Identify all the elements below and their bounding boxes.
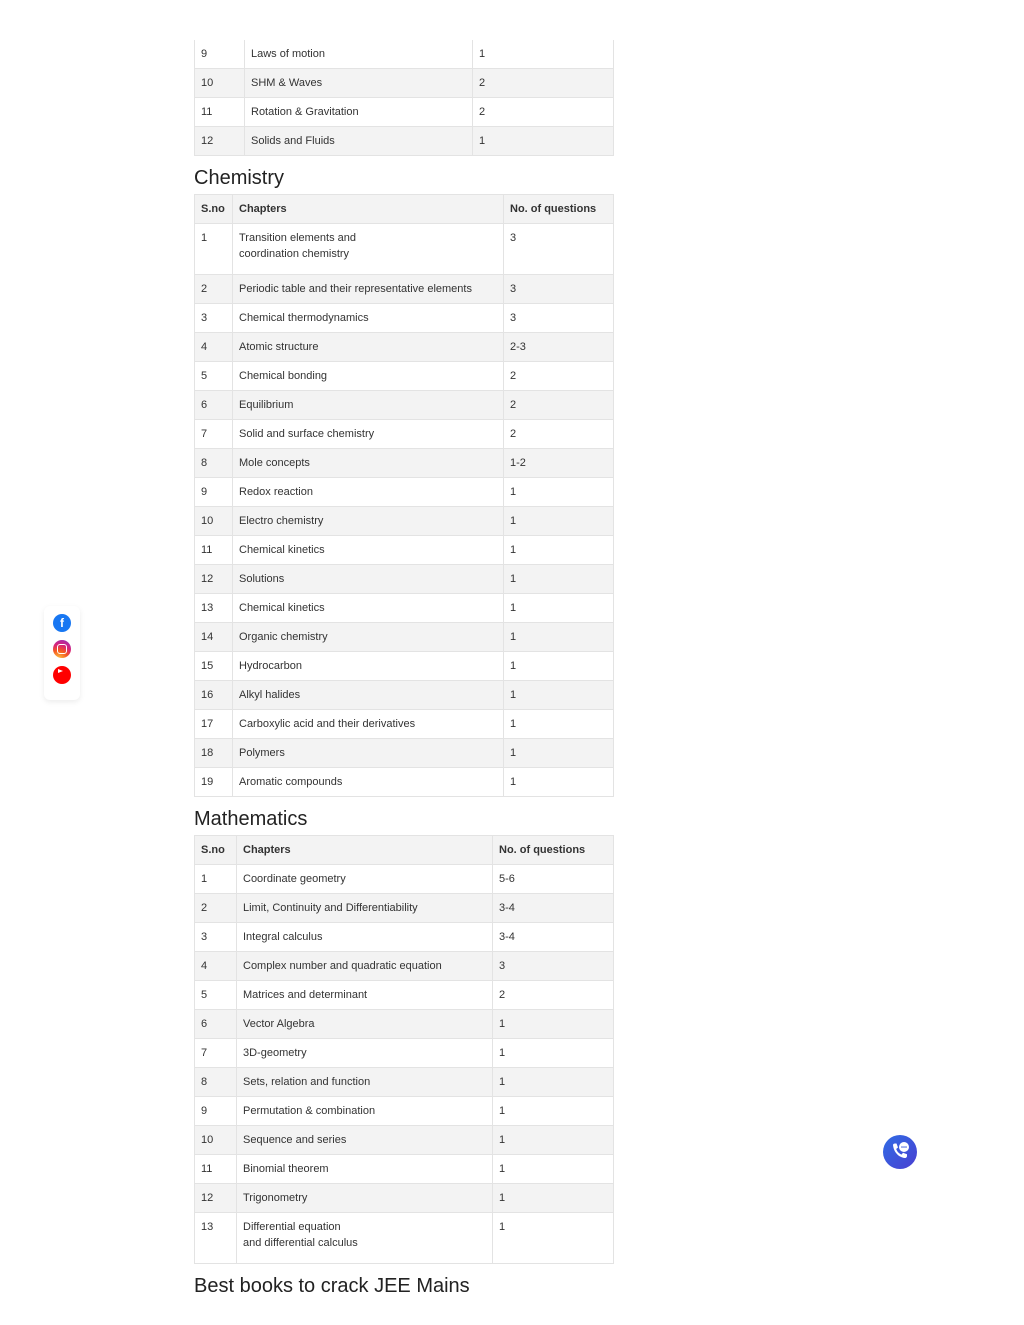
cell-chapter: Solids and Fluids [245,127,473,156]
cell-questions: 1 [493,1184,614,1213]
physics-table-body [195,40,614,156]
cell-questions: 2 [504,391,614,420]
books-heading: Best books to crack JEE Mains [194,1275,470,1297]
cell-questions: 1-2 [504,449,614,478]
table-row [195,565,614,594]
cell-chapter: Rotation & Gravitation [245,98,473,127]
cell-chapter: Limit, Continuity and Differentiability [237,894,493,923]
cell-chapter: Hydrocarbon [233,652,504,681]
cell-questions: 2 [504,420,614,449]
cell-sno: 2 [195,275,233,304]
cell-chapter: Polymers [233,739,504,768]
header-questions: No. of questions [493,836,614,865]
cell-questions: 1 [493,1039,614,1068]
chemistry-table-body [195,224,614,797]
table-row [195,1010,614,1039]
cell-chapter: Mole concepts [233,449,504,478]
youtube-icon[interactable] [53,666,71,684]
facebook-icon[interactable]: f [53,614,71,632]
cell-sno: 14 [195,623,233,652]
table-row [195,507,614,536]
cell-chapter: Chemical kinetics [233,536,504,565]
cell-questions: 1 [504,536,614,565]
cell-sno: 2 [195,894,237,923]
table-row [195,536,614,565]
table-row [195,69,614,98]
cell-sno: 10 [195,507,233,536]
table-row [195,40,614,69]
cell-questions: 1 [473,40,614,69]
cell-sno: 17 [195,710,233,739]
cell-sno: 18 [195,739,233,768]
cell-chapter: Aromatic compounds [233,768,504,797]
table-row [195,952,614,981]
cell-sno: 3 [195,304,233,333]
cell-questions: 1 [504,681,614,710]
cell-sno: 5 [195,362,233,391]
cell-sno: 10 [195,1126,237,1155]
cell-sno: 12 [195,127,245,156]
cell-chapter: Permutation & combination [237,1097,493,1126]
table-row [195,362,614,391]
chemistry-heading: Chemistry [194,167,285,189]
phone-chat-icon [883,1135,917,1169]
table-row [195,594,614,623]
cell-chapter: Differential equation and differential calculus [237,1213,493,1264]
cell-sno: 11 [195,536,233,565]
cell-questions: 3 [493,952,614,981]
chemistry-header-row [195,195,614,224]
cell-sno: 11 [195,1155,237,1184]
cell-questions: 1 [493,1010,614,1039]
cell-questions: 3 [504,304,614,333]
header-chapters: Chapters [237,836,493,865]
table-row [195,681,614,710]
cell-sno: 8 [195,1068,237,1097]
table-row [195,449,614,478]
table-row [195,739,614,768]
chemistry-table [194,194,614,797]
cell-questions: 5-6 [493,865,614,894]
mathematics-table-body [195,865,614,1264]
social-share-bar [44,606,80,700]
table-row [195,1155,614,1184]
cell-questions: 1 [493,1155,614,1184]
table-row [195,478,614,507]
physics-table [194,40,614,156]
header-questions: No. of questions [504,195,614,224]
cell-chapter: Binomial theorem [237,1155,493,1184]
cell-sno: 10 [195,69,245,98]
header-sno: S.no [195,836,237,865]
call-chat-button[interactable] [883,1135,917,1169]
cell-questions: 1 [504,710,614,739]
table-row [195,275,614,304]
cell-questions: 1 [504,652,614,681]
cell-chapter: Alkyl halides [233,681,504,710]
mathematics-table [194,835,614,1264]
cell-questions: 2 [493,981,614,1010]
cell-questions: 3-4 [493,923,614,952]
cell-chapter: Equilibrium [233,391,504,420]
cell-chapter: Sets, relation and function [237,1068,493,1097]
cell-chapter: Chemical kinetics [233,594,504,623]
cell-questions: 2 [504,362,614,391]
table-row [195,923,614,952]
table-row [195,1068,614,1097]
mathematics-header-row [195,836,614,865]
table-row [195,710,614,739]
cell-questions: 1 [493,1068,614,1097]
cell-sno: 6 [195,1010,237,1039]
article-content [194,40,613,1298]
table-row [195,333,614,362]
cell-sno: 19 [195,768,233,797]
cell-questions: 2-3 [504,333,614,362]
header-sno: S.no [195,195,233,224]
table-row [195,1213,614,1264]
cell-questions: 3-4 [493,894,614,923]
table-row [195,391,614,420]
cell-chapter: Chemical thermodynamics [233,304,504,333]
table-row [195,768,614,797]
cell-questions: 1 [504,478,614,507]
cell-questions: 1 [504,739,614,768]
cell-questions: 1 [504,507,614,536]
cell-sno: 13 [195,594,233,623]
table-row [195,127,614,156]
table-row [195,420,614,449]
cell-sno: 13 [195,1213,237,1264]
cell-sno: 1 [195,865,237,894]
cell-chapter: Coordinate geometry [237,865,493,894]
cell-sno: 15 [195,652,233,681]
cell-chapter: Sequence and series [237,1126,493,1155]
cell-chapter: SHM & Waves [245,69,473,98]
cell-sno: 9 [195,478,233,507]
cell-chapter: Matrices and determinant [237,981,493,1010]
table-row [195,224,614,275]
cell-chapter: Redox reaction [233,478,504,507]
cell-sno: 7 [195,420,233,449]
cell-questions: 1 [504,565,614,594]
cell-chapter: Integral calculus [237,923,493,952]
cell-sno: 4 [195,333,233,362]
cell-sno: 16 [195,681,233,710]
instagram-icon[interactable] [53,640,71,658]
cell-chapter: Periodic table and their representative elements [233,275,504,304]
cell-questions: 1 [504,623,614,652]
cell-chapter: Vector Algebra [237,1010,493,1039]
cell-chapter: Carboxylic acid and their derivatives [233,710,504,739]
cell-questions: 3 [504,224,614,275]
cell-questions: 1 [493,1126,614,1155]
table-row [195,1097,614,1126]
cell-sno: 7 [195,1039,237,1068]
table-row [195,981,614,1010]
cell-chapter: Trigonometry [237,1184,493,1213]
cell-sno: 9 [195,1097,237,1126]
cell-sno: 11 [195,98,245,127]
cell-chapter: Electro chemistry [233,507,504,536]
cell-sno: 1 [195,224,233,275]
table-row [195,1126,614,1155]
header-chapters: Chapters [233,195,504,224]
table-row [195,304,614,333]
table-row [195,98,614,127]
table-row [195,1039,614,1068]
cell-sno: 12 [195,565,233,594]
cell-chapter: 3D-geometry [237,1039,493,1068]
cell-questions: 1 [493,1213,614,1264]
cell-sno: 8 [195,449,233,478]
cell-questions: 2 [473,98,614,127]
cell-sno: 6 [195,391,233,420]
cell-questions: 1 [504,594,614,623]
cell-chapter: Transition elements and coordination chemistry [233,224,504,275]
cell-questions: 1 [504,768,614,797]
cell-chapter: Solutions [233,565,504,594]
cell-chapter: Laws of motion [245,40,473,69]
cell-chapter: Atomic structure [233,333,504,362]
table-row [195,652,614,681]
cell-chapter: Chemical bonding [233,362,504,391]
cell-sno: 9 [195,40,245,69]
cell-questions: 1 [473,127,614,156]
cell-questions: 1 [493,1097,614,1126]
cell-chapter: Organic chemistry [233,623,504,652]
cell-chapter: Solid and surface chemistry [233,420,504,449]
table-row [195,894,614,923]
cell-sno: 12 [195,1184,237,1213]
table-row [195,865,614,894]
cell-sno: 5 [195,981,237,1010]
table-row [195,623,614,652]
table-row [195,1184,614,1213]
cell-questions: 3 [504,275,614,304]
cell-sno: 3 [195,923,237,952]
cell-questions: 2 [473,69,614,98]
cell-sno: 4 [195,952,237,981]
mathematics-heading: Mathematics [194,808,308,830]
cell-chapter: Complex number and quadratic equation [237,952,493,981]
